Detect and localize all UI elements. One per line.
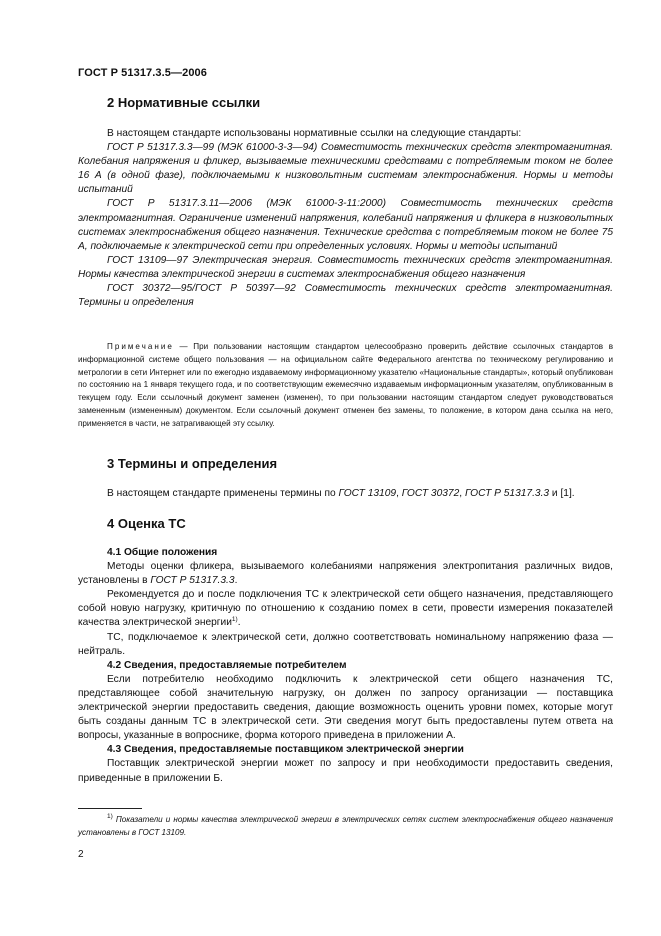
text-run: и [1]. (549, 488, 575, 499)
section-4-body (78, 546, 613, 786)
text-run: В настоящем стандарте применены термины по (107, 488, 339, 499)
paragraph: Поставщик электрической энергии может по запросу и при необходимости предоставить сведения, приведенные в приложении Б. (78, 758, 613, 784)
subsection-4-2-heading: 4.2 Сведения, предоставляемые потребителем (107, 659, 347, 671)
reference-item: ГОСТ Р 51317.3.3—99 (МЭК 61000-3-3—94) Совместимость технических средств электромагнитная. Колебания напряжения и фликер, вызываемые техническими средствами с потребляемым током не более 16 А (в одной фазе), подключаемыми к низковольтным системам электроснабжения. Нормы и методы испытаний (78, 142, 613, 196)
section-2-body (78, 127, 613, 310)
footnote-marker: 1) (231, 616, 238, 624)
reference-item: ГОСТ 13109—97 Электрическая энергия. Совместимость технических средств электромагнитная. Нормы качества электрической энергии в системах электроснабжения общего назначения (78, 254, 613, 280)
paragraph (78, 588, 613, 630)
text-run: Методы оценки фликера, вызываемого колебаниями напряжения электропитания различных видов, установлены в (78, 561, 613, 587)
reference-link: ГОСТ 13109 (338, 488, 397, 499)
paragraph: ТС, подключаемое к электрической сети, должно соответствовать номинальному напряжению фаза — нейтраль. (78, 631, 613, 657)
section-3-body (78, 487, 613, 501)
text-run: Рекомендуется до и после подключения ТС к электрической сети общего назначения, представляющего собой новую нагрузку, критичную по отношению к созданию помех в сети, провести измерения показателей качества электрической энергии (78, 589, 613, 629)
text-run: . (234, 575, 238, 587)
footnote-text: Показатели и нормы качества электрической энергии в электрических сетях систем электроснабжения общего назначения установлены в ГОСТ 13109. (78, 815, 613, 837)
subsection-4-3-heading: 4.3 Сведения, предоставляемые поставщиком электрической энергии (107, 744, 464, 756)
paragraph (78, 560, 613, 588)
section-2-intro: В настоящем стандарте использованы нормативные ссылки на следующие стандарты: (107, 128, 522, 139)
paragraph: Если потребителю необходимо подключить к электрической сети общего назначения ТС, представляющее собой значительную нагрузку, он должен по запросу организации — поставщика электрической энергии предоставить сведения, дающие возможность оценить уровни помех, которые могут быть созданы данным ТС в электрической сети. Эти сведения могут быть предоставлены путем ответа на вопросы, указанные в вопроснике, форма которого приведена в приложении А. (78, 673, 613, 742)
document-header-code: ГОСТ Р 51317.3.5—2006 (78, 67, 207, 79)
text-run: . (237, 617, 241, 629)
footnote (78, 814, 613, 839)
reference-link: ГОСТ Р 51317.3.3 (150, 575, 235, 587)
reference-item: ГОСТ 30372—95/ГОСТ Р 50397—92 Совместимость технических средств электромагнитная. Термины и определения (78, 283, 613, 309)
section-4-heading: 4 Оценка ТС (107, 516, 186, 531)
note-label: Примечание (107, 342, 174, 351)
section-2-heading: 2 Нормативные ссылки (107, 95, 261, 110)
footnote-marker: 1) (107, 813, 113, 820)
footnote-divider (78, 808, 142, 809)
note-text: — При пользовании настоящим стандартом целесообразно проверить действие ссылочных стандартов в информационной системе общего пользования — на официальном сайте Федерального агентства по техническому регулированию и метрологии в сети Интернет или по ежегодно издаваемому информационному указателю «Национальные стандарты», который опубликован по состоянию на 1 января текущего года, и по соответствующим ежемесячно издаваемым информационным указателям, опубликованным в текущем году. Если ссылочный документ заменен (изменен), то при пользовании настоящим стандартом следует руководствоваться замененным (измененным) документом. Если ссылочный документ отменен без замены, то положение, в котором дана ссылка на него, применяется в части, не затрагивающей эту ссылку. (78, 342, 613, 428)
reference-link: ГОСТ Р 51317.3.3 (464, 488, 550, 499)
page-number: 2 (78, 849, 84, 860)
reference-item: ГОСТ Р 51317.3.11—2006 (МЭК 61000-3-11:2000) Совместимость технических средств электромагнитная. Ограничение изменений напряжения, колебаний напряжения и фликера в низковольтных системах электроснабжения общего назначения. Технические средства с потребляемым током не более 75 А, подключаемые к электрической сети при определенных условиях. Нормы и методы испытаний (78, 198, 613, 252)
section-3-text (78, 487, 613, 501)
section-3-heading: 3 Термины и определения (107, 456, 278, 471)
text-run: , (459, 488, 465, 499)
reference-link: ГОСТ 30372 (401, 488, 460, 499)
section-2-note (78, 341, 613, 431)
text-run: , (396, 488, 402, 499)
subsection-4-1-heading: 4.1 Общие положения (107, 547, 218, 558)
